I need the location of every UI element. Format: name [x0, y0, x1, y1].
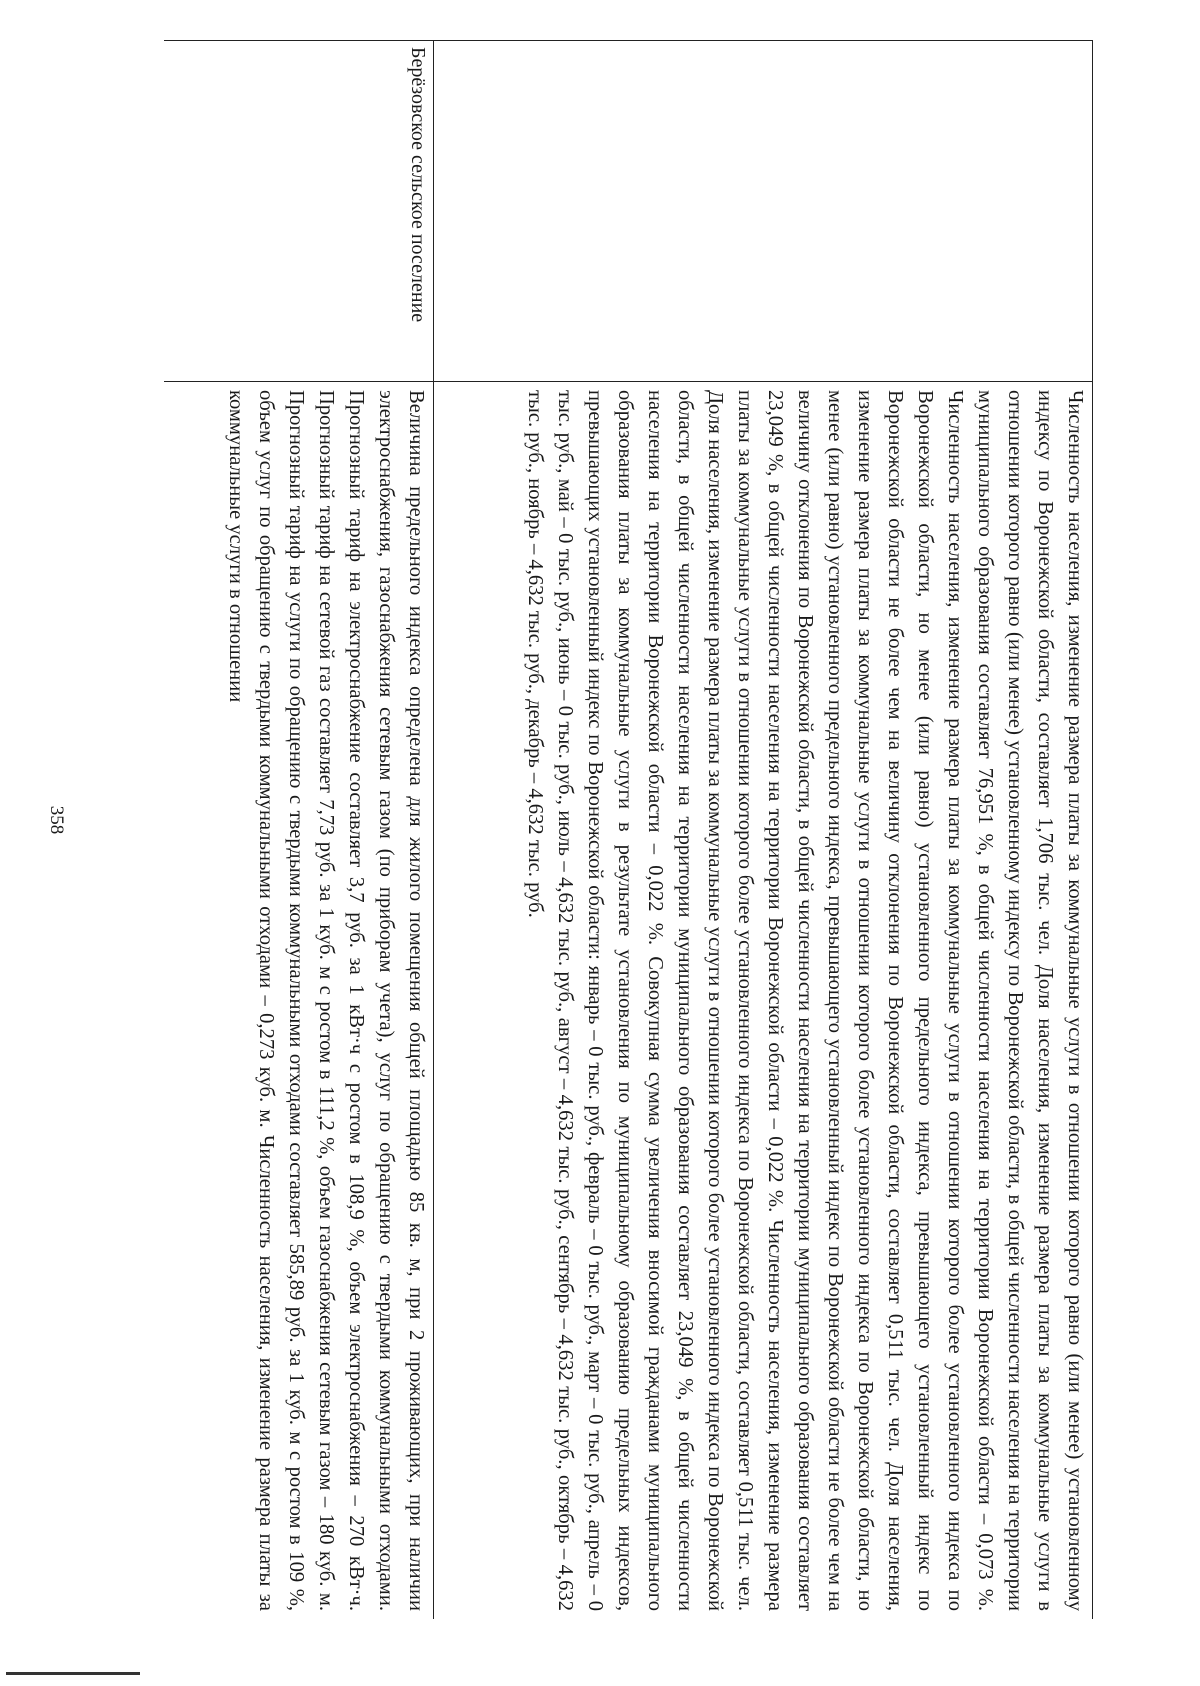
description-cell: Численность населения, изменение размера платы за коммунальные услуги в отношении которого равно (или менее) установленному индексу по Воронежской области, составляет 1,706 тыс. чел. Доля населения, изменение размера платы за коммунальные услуги в отношении которого равно (или менее) установленному индексу по Воронежской области, в общей численности населения на территории муниципального образования составляет 76,951 %, в общей численности населения на территории Воронежской области – 0,073 %. Численность населения, изменение размера платы за коммунальные услуги в отношении которого более установленного индекса по Воронежской области, но менее (или равно) установленного предельного индекса, превышающего установленный индекс по Воронежской области не более чем на величину отклонения по Воронежской области, составляет 0,511 тыс. чел. Доля населения, изменение размера платы за коммунальные услуги в отношении которого более установленного индекса по Воронежской области, но менее (или равно) установленного предельного индекса, превышающего установленный индекс по Воронежской области не более чем на величину отклонения по Воронежской области, в общей численности населения на территории муниципального образования составляет 23,049 %, в общей численности населения на территории Воронежской области – 0,022 %. Численность населения, изменение размера платы за коммунальные услуги в отношении которого более установленного индекса по Воронежской области, составляет 0,511 тыс. чел. Доля населения, изменение размера платы за коммунальные услуги в отношении которого более установленного индекса по Воронежской области, в общей численности населения на территории муниципального образования составляет 23,049 %, в общей численности населения на территории Воронежской области – 0,022 %. Совокупная сумма увеличения вносимой гражданами муниципального образования платы за коммунальные услуги в результате установления по муниципальному образованию предельных индексов, превышающих установленный индекс по Воронежской области: январь – 0 тыс. руб., февраль – 0 тыс. руб., март – 0 тыс. руб., апрель – 0 тыс. руб., май – 0 тыс. руб., июнь – 0 тыс. руб., июль – 4,632 тыс. руб., август – 4,632 тыс. руб., сентябрь – 4,632 тыс. руб., октябрь – 4,632 тыс. руб., ноябрь – 4,632 тыс. руб., декабрь – 4,632 тыс. руб.: [524, 390, 1086, 1611]
page-number: 358: [46, 805, 67, 835]
scan-edge-mark: [6, 1672, 140, 1675]
municipality-name-cell: Берёзовское сельское поселение: [164, 40, 433, 382]
table-row: [164, 40, 433, 1619]
municipality-name-cell: [434, 40, 1092, 382]
table-row: [433, 40, 1092, 1619]
tariff-table: [164, 40, 1093, 1619]
description-cell: Величина предельного индекса определена для жилого помещения общей площадью 85 кв. м, при 2 проживающих, при наличии электроснабжения, газоснабжения сетевым газом (по приборам учета), услуг по обращению с твердыми коммунальными отходами. Прогнозный тариф на электроснабжение составляет 3,7 руб. за 1 кВт·ч с ростом в 108,9 %, объем электроснабжения – 270 кВт·ч. Прогнозный тариф на сетевой газ составляет 7,73 руб. за 1 куб. м с ростом в 111,2 %, объем газоснабжения сетевым газом – 180 куб. м. Прогнозный тариф на услуги по обращению с твердыми коммунальными отходами составляет 585,89 руб. за 1 куб. м с ростом в 109 %, объем услуг по обращению с твердыми коммунальными отходами – 0,273 куб. м. Численность населения, изменение размера платы за коммунальные услуги в отношении: [225, 390, 427, 1611]
